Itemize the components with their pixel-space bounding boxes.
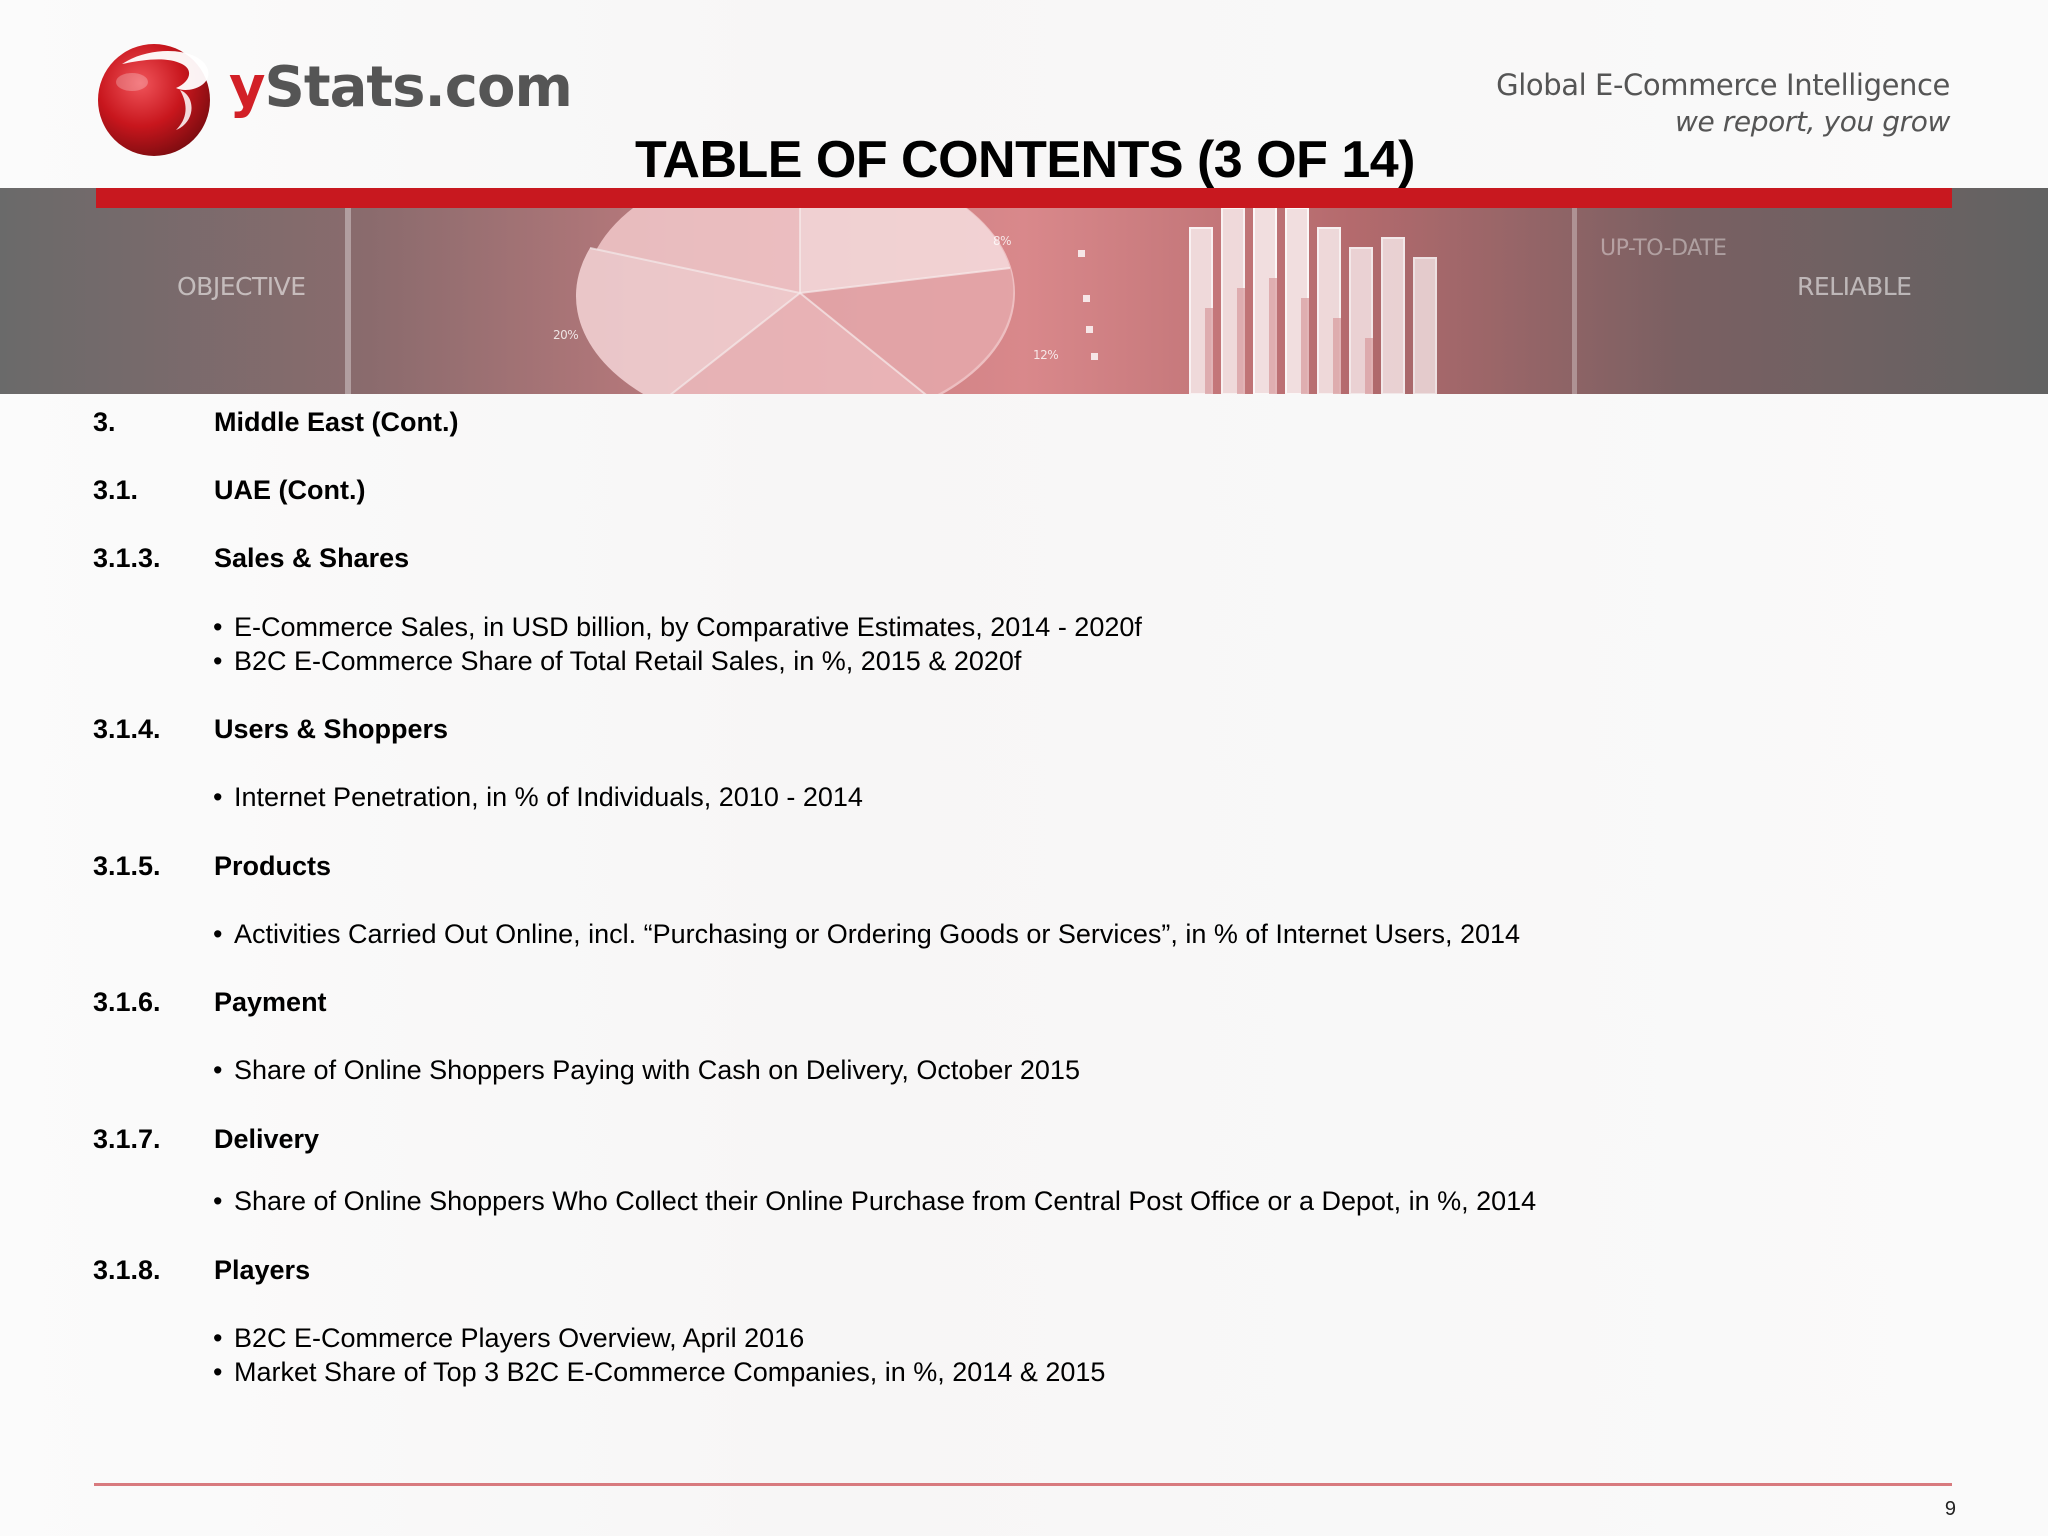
header-banner-image [0, 188, 2048, 394]
toc-item[interactable] [213, 1053, 1080, 1087]
bullet-icon: • [213, 1357, 223, 1387]
toc-section-title: Delivery [214, 1124, 320, 1154]
bullet-icon: • [213, 646, 223, 676]
banner-word-up-to-date: UP-TO-DATE [1600, 236, 1727, 261]
toc-section-3-1-4[interactable] [93, 712, 448, 746]
toc-item-label: Share of Online Shoppers Who Collect their Online Purchase from Central Post Office or a Depot, in %, 2014 [234, 1186, 1537, 1216]
toc-item-label: B2C E-Commerce Players Overview, April 2016 [234, 1323, 805, 1353]
bullet-icon: • [213, 1055, 223, 1085]
toc-section-title: Players [214, 1255, 311, 1285]
toc-item[interactable] [213, 1355, 1105, 1389]
bullet-icon: • [213, 782, 223, 812]
banner-small-label-2: 8% [993, 234, 1012, 248]
toc-item[interactable] [213, 917, 1520, 951]
toc-section-title: Payment [214, 987, 327, 1017]
toc-section-title: Middle East (Cont.) [214, 407, 459, 437]
page-number: 9 [1944, 1498, 1956, 1520]
toc-item[interactable] [213, 780, 863, 814]
toc-section-3[interactable] [93, 405, 459, 439]
tagline-line-1: Global E-Commerce Intelligence [1496, 68, 1950, 102]
logo-word-stats: Stats.com [264, 55, 572, 120]
toc-section-title: UAE (Cont.) [214, 475, 366, 505]
bullet-icon: • [213, 919, 223, 949]
toc-item-label: Market Share of Top 3 B2C E-Commerce Companies, in %, 2014 & 2015 [234, 1357, 1106, 1387]
bullet-icon: • [213, 1323, 223, 1353]
banner-small-label-3: 12% [1033, 348, 1059, 362]
toc-section-title: Sales & Shares [214, 543, 410, 573]
toc-item[interactable] [213, 610, 1142, 644]
logo-wordmark [229, 55, 572, 120]
toc-section-number: 3. [93, 407, 116, 437]
toc-item-label: E-Commerce Sales, in USD billion, by Comparative Estimates, 2014 - 2020f [234, 612, 1142, 642]
banner-word-reliable: RELIABLE [1797, 272, 1912, 301]
toc-section-number: 3.1. [93, 475, 139, 505]
toc-section-number: 3.1.5. [93, 851, 161, 881]
bullet-icon: • [213, 1186, 223, 1216]
toc-section-3-1-6[interactable] [93, 985, 327, 1019]
toc-section-number: 3.1.8. [93, 1255, 161, 1285]
toc-item-label: Share of Online Shoppers Paying with Cash on Delivery, October 2015 [234, 1055, 1080, 1085]
toc-section-3-1-7[interactable] [93, 1122, 319, 1156]
logo-letter-y: y [229, 55, 265, 120]
page-title: TABLE OF CONTENTS (3 OF 14) [634, 131, 1415, 189]
toc-item-label: Activities Carried Out Online, incl. “Purchasing or Ordering Goods or Services”, in % of Internet Users, 2014 [234, 919, 1521, 949]
toc-item-label: Internet Penetration, in % of Individuals, 2010 - 2014 [234, 782, 863, 812]
toc-section-3-1[interactable] [93, 473, 365, 507]
toc-section-number: 3.1.3. [93, 543, 161, 573]
toc-item[interactable] [213, 644, 1021, 678]
banner-small-label-1: 20% [553, 328, 579, 342]
footer-divider [94, 1483, 1952, 1486]
banner-chart-illustration [0, 188, 2048, 394]
bullet-icon: • [213, 612, 223, 642]
banner-word-objective: OBJECTIVE [177, 272, 306, 301]
toc-section-3-1-3[interactable] [93, 541, 409, 575]
toc-section-number: 3.1.4. [93, 714, 161, 744]
toc-item-label: B2C E-Commerce Share of Total Retail Sales, in %, 2015 & 2020f [234, 646, 1022, 676]
toc-section-title: Users & Shoppers [214, 714, 449, 744]
toc-item[interactable] [213, 1321, 804, 1355]
toc-section-3-1-8[interactable] [93, 1253, 310, 1287]
toc-section-3-1-5[interactable] [93, 849, 331, 883]
toc-item[interactable] [213, 1184, 1536, 1218]
toc-section-title: Products [214, 851, 332, 881]
toc-section-number: 3.1.6. [93, 987, 161, 1017]
toc-section-number: 3.1.7. [93, 1124, 161, 1154]
tagline-line-2: we report, you grow [1674, 105, 1950, 138]
